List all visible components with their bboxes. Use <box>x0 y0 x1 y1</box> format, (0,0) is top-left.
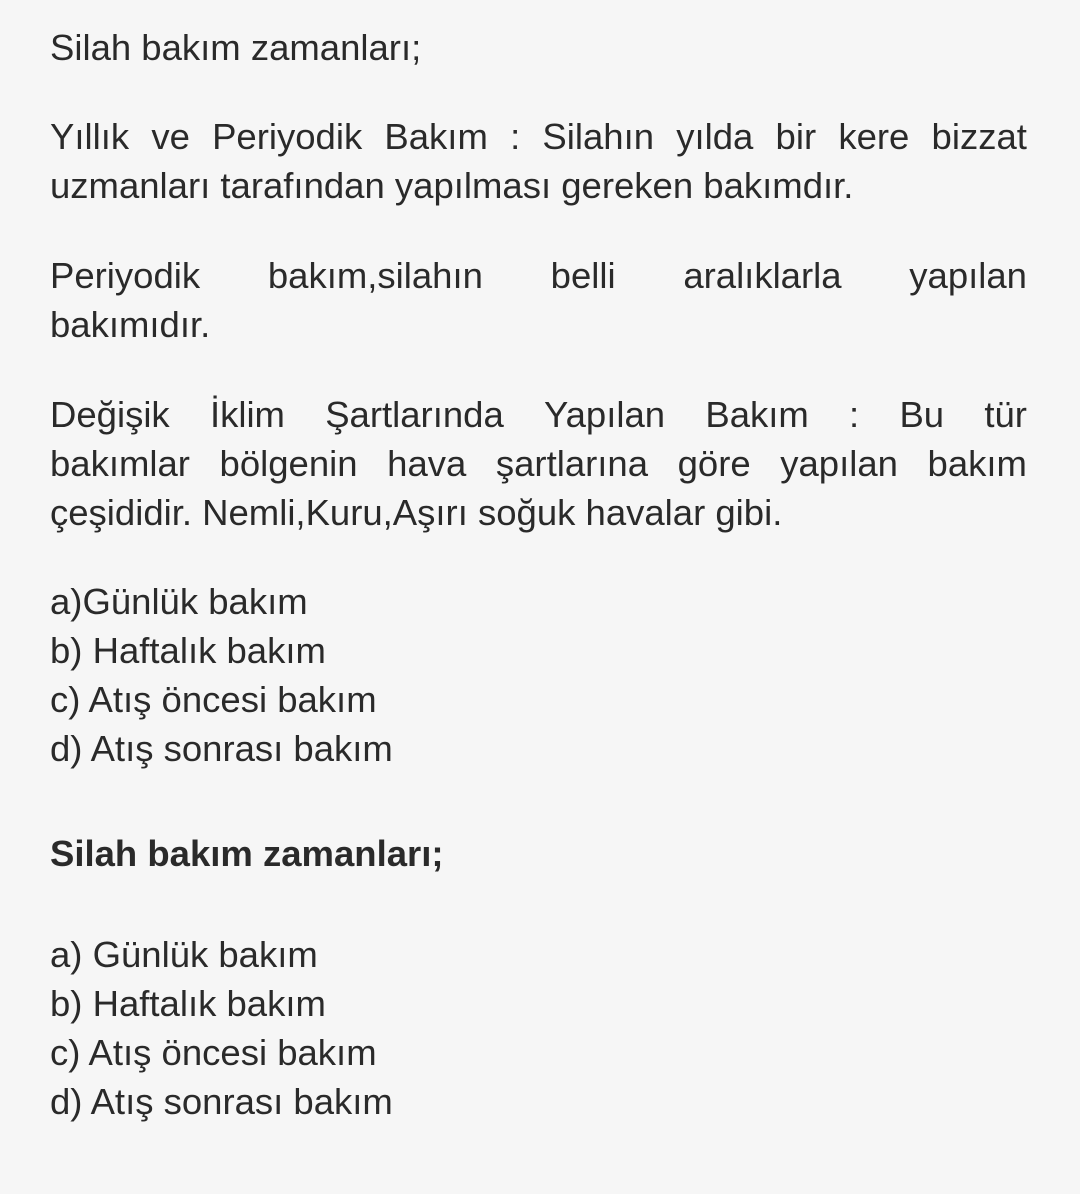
word: yapılan <box>780 443 898 484</box>
word: yapılan <box>909 255 1027 296</box>
word: Periyodik <box>212 116 363 157</box>
periodic-maintenance-line-2: bakımıdır. <box>50 304 211 345</box>
word: Bakım <box>384 116 488 157</box>
climate-maintenance-line-3: çeşididir. Nemli,Kuru,Aşırı soğuk havalar gibi. <box>50 492 783 533</box>
word: Yıllık <box>50 116 130 157</box>
periodic-maintenance-line-1 <box>50 251 1027 300</box>
word: yılda <box>676 116 754 157</box>
word: Yapılan <box>544 394 666 435</box>
climate-maintenance-line-1 <box>50 390 1027 439</box>
word: bakım <box>927 443 1027 484</box>
annual-maintenance-line-1 <box>50 112 1027 161</box>
word: şartlarına <box>495 443 649 484</box>
word: Şartlarında <box>325 394 504 435</box>
climate-maintenance-line-2 <box>50 439 1027 488</box>
word: bizzat <box>931 116 1027 157</box>
list-item: b) Haftalık bakım <box>50 630 326 671</box>
word: tür <box>984 394 1027 435</box>
word: : <box>849 394 860 435</box>
bold-section-heading: Silah bakım zamanları; <box>50 833 444 874</box>
list-item: c) Atış öncesi bakım <box>50 1032 377 1073</box>
word: bir <box>775 116 817 157</box>
word: bakım,silahın <box>267 255 483 296</box>
word: bakımlar <box>50 443 190 484</box>
word: : <box>510 116 521 157</box>
list-item: b) Haftalık bakım <box>50 983 326 1024</box>
word: Silahın <box>542 116 655 157</box>
word: ve <box>151 116 190 157</box>
annual-maintenance-line-2: uzmanları tarafından yapılması gereken bakımdır. <box>50 165 854 206</box>
word: belli <box>550 255 616 296</box>
section-heading: Silah bakım zamanları; <box>50 27 422 68</box>
word: Bakım <box>705 394 809 435</box>
list-item: a) Günlük bakım <box>50 934 318 975</box>
word: Bu <box>899 394 945 435</box>
list-item: d) Atış sonrası bakım <box>50 728 393 769</box>
word: Değişik <box>50 394 170 435</box>
word: hava <box>387 443 467 484</box>
word: göre <box>677 443 751 484</box>
word: Periyodik <box>50 255 201 296</box>
list-item: c) Atış öncesi bakım <box>50 679 377 720</box>
list-item: a)Günlük bakım <box>50 581 308 622</box>
word: kere <box>838 116 910 157</box>
word: bölgenin <box>219 443 358 484</box>
word: aralıklarla <box>683 255 842 296</box>
list-item: d) Atış sonrası bakım <box>50 1081 393 1122</box>
word: İklim <box>209 394 285 435</box>
